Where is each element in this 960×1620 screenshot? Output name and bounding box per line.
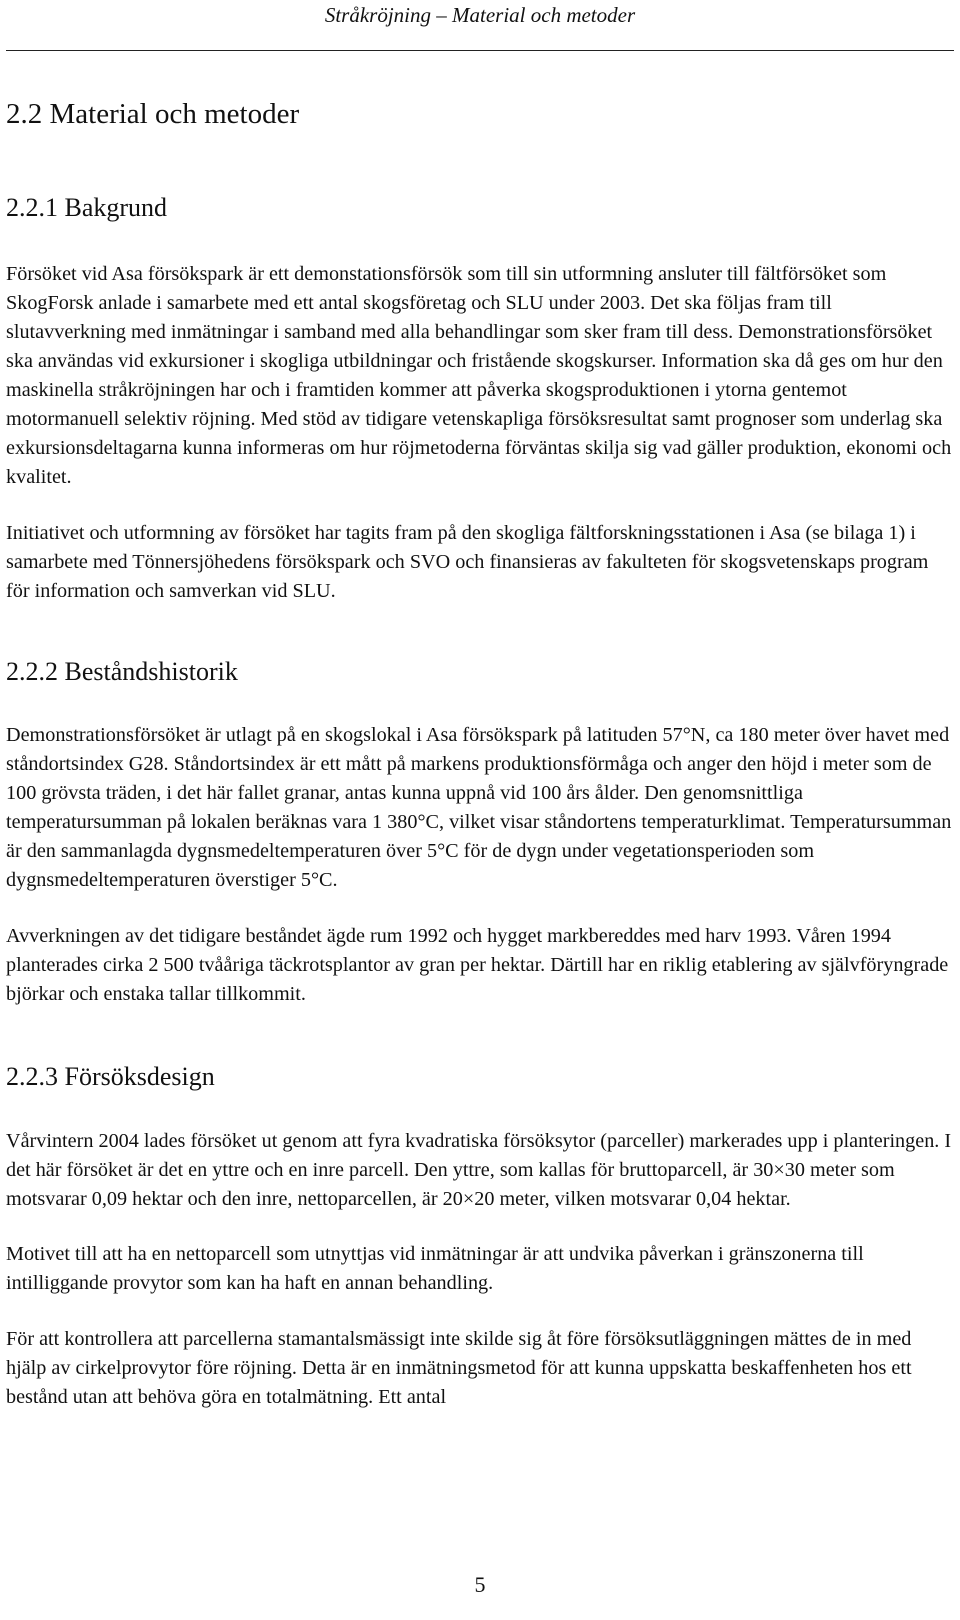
paragraph: Demonstrationsförsöket är utlagt på en skogslokal i Asa försökspark på latituden 57°N, ca 180 meter över havet med ståndortsindex G28. Ståndortsindex är ett mått på markens produktionsförmåga och anger den höjd i meter som de 100 grövsta träden, i det här fallet granar, antas kunna uppnå vid 100 års ålder. Den genomsnittliga temperatursumman på lokalen beräknas vara 1 380°C, vilket visar ståndortens temperaturklimat. Temperatursumman är den sammanlagda dygnsmedeltemperaturen över 5°C för de dygn under vegetationsperioden som dygnsmedeltemperaturen överstiger 5°C. [6, 724, 952, 891]
section-heading-bakgrund: 2.2.1 Bakgrund [6, 193, 168, 222]
paragraph: Vårvintern 2004 lades försöket ut genom att fyra kvadratiska försöksytor (parceller) markerades upp i planteringen. I det här försöket är det en yttre och en inre parcell. Den yttre, som kallas för bruttoparcell, är 30×30 meter som motsvarar 0,09 hektar och den inre, nettoparcellen, är 20×20 meter, vilken motsvarar 0,04 hektar. [6, 1130, 952, 1210]
paragraph: Avverkningen av det tidigare beståndet ägde rum 1992 och hygget markbereddes med harv 1993. Våren 1994 planterades cirka 2 500 tvååriga täckrotsplantor av gran per hektar. Därtill har en riklig etablering av självföryngrade björkar och enstaka tallar tillkommit. [6, 925, 949, 1005]
section-heading-bestandshistorik: 2.2.2 Beståndshistorik [6, 657, 238, 686]
chapter-title: 2.2 Material och metoder [6, 98, 300, 130]
section-heading-forsoksdesign: 2.2.3 Försöksdesign [6, 1062, 215, 1091]
paragraph: Försöket vid Asa försökspark är ett demonstationsförsök som till sin utformning ansluter till fältförsöket som SkogForsk anlade i samarbete med ett antal skogsföretag och SLU under 2003. Det ska följas fram till slutavverkning med inmätningar i samband med alla behandlingar som sker fram till dess. Demonstrationsförsöket ska användas vid exkursioner i skogliga utbildningar och fristående skogskurser. Information ska då ges om hur den maskinella stråkröjningen har och i framtiden kommer att påverka skogsproduktionen i ytorna gentemot motormanuell selektiv röjning. Med stöd av tidigare vetenskapliga försöksresultat samt prognoser som underlag ska exkursionsdeltagarna kunna informeras om hur röjmetoderna förväntas skilja sig vad gäller produktion, ekonomi och kvalitet. [6, 263, 952, 488]
paragraph: För att kontrollera att parcellerna stamantalsmässigt inte skilde sig åt före försöksutläggningen mättes de in med hjälp av cirkelprovytor före röjning. Detta är en inmätningsmetod för att kunna uppskatta beskaffenheten hos ett bestånd utan att behöva göra en totalmätning. Ett antal [6, 1328, 912, 1408]
page-number: 5 [474, 1572, 486, 1597]
running-header: Stråkröjning – Material och metoder [324, 3, 636, 27]
paragraph: Initiativet och utformning av försöket har tagits fram på den skogliga fältforskningsstationen i Asa (se bilaga 1) i samarbete med Tönnersjöhedens försökspark och SVO och finansieras av fakulteten för skogsvetenskaps program för information och samverkan vid SLU. [6, 522, 929, 602]
header-rule [6, 50, 954, 51]
page-content [6, 86, 956, 1412]
paragraph: Motivet till att ha en nettoparcell som utnyttjas vid inmätningar är att undvika påverkan i gränszonerna till intilliggande provytor som kan ha haft en annan behandling. [6, 1243, 864, 1294]
